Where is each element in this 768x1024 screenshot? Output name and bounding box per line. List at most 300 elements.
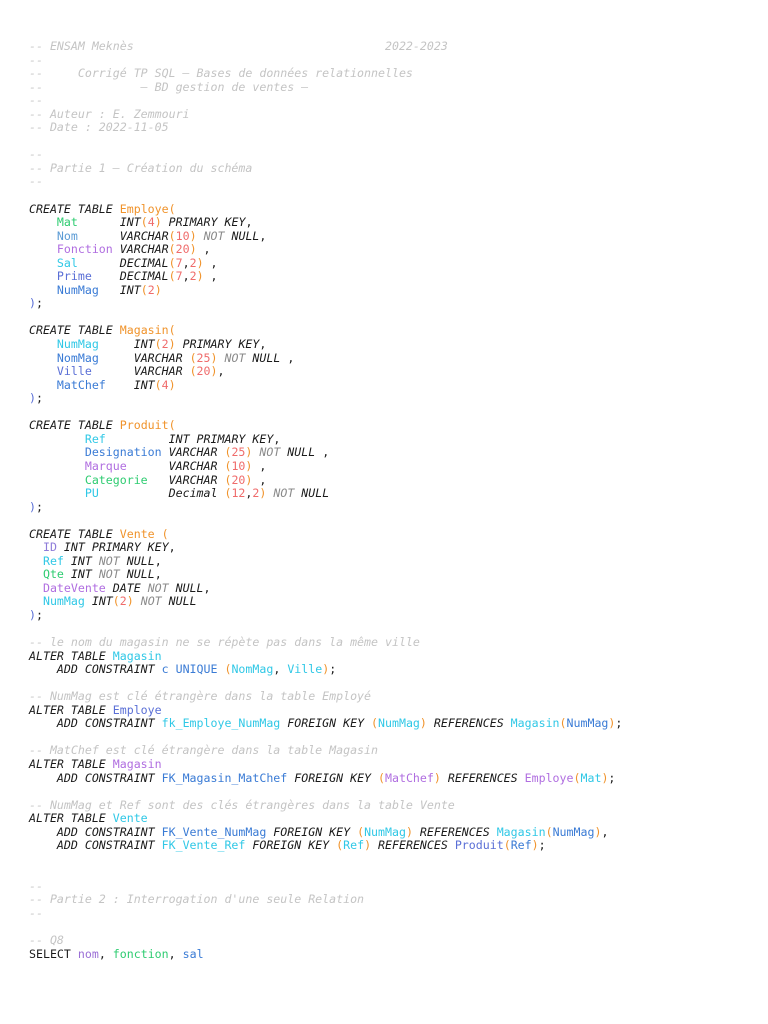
code-token bbox=[29, 554, 43, 568]
code-token: Magasin bbox=[496, 824, 546, 839]
code-token: 12 bbox=[231, 486, 246, 501]
code-token: NOT bbox=[140, 594, 162, 609]
comment-token: -- NumMag est clé étrangère dans la table Employé bbox=[29, 689, 372, 704]
code-line bbox=[29, 40, 622, 54]
code-token: Ville bbox=[287, 662, 323, 677]
code-token: CREATE TABLE bbox=[29, 323, 120, 338]
code-token bbox=[29, 594, 43, 608]
code-line bbox=[29, 582, 622, 596]
code-token: ; bbox=[35, 607, 43, 622]
code-token: Ref bbox=[343, 838, 365, 853]
code-token: Vente bbox=[112, 811, 148, 826]
code-token: NULL bbox=[245, 350, 281, 365]
code-token: Employe bbox=[112, 702, 162, 717]
code-token: ( bbox=[140, 282, 148, 297]
code-token: ALTER TABLE bbox=[29, 756, 113, 771]
code-token: ) bbox=[29, 499, 36, 514]
code-token: 2 bbox=[252, 486, 260, 501]
code-line bbox=[29, 744, 622, 758]
code-token: ; bbox=[538, 838, 546, 853]
code-token: , bbox=[203, 255, 218, 270]
code-token: NumMag bbox=[378, 716, 420, 731]
code-token: ) bbox=[245, 458, 253, 473]
code-token: 4 bbox=[161, 377, 169, 392]
code-token: 2 bbox=[189, 269, 197, 284]
code-token: ( bbox=[168, 201, 176, 216]
code-token bbox=[134, 594, 141, 608]
code-token: , bbox=[273, 662, 288, 677]
code-token bbox=[29, 269, 57, 283]
code-token: ) bbox=[419, 716, 427, 731]
code-line bbox=[29, 785, 622, 799]
code-token: ) bbox=[154, 282, 162, 297]
code-line bbox=[29, 311, 622, 325]
code-token: sal bbox=[182, 946, 204, 961]
code-token: NULL bbox=[119, 567, 155, 582]
code-token: NOT bbox=[224, 350, 246, 365]
code-token bbox=[99, 337, 134, 351]
code-line bbox=[29, 866, 622, 880]
code-token: UNIQUE bbox=[175, 662, 218, 677]
code-line bbox=[29, 297, 622, 311]
code-token bbox=[78, 256, 120, 270]
code-token: FOREIGN KEY bbox=[266, 824, 358, 839]
code-token bbox=[92, 554, 99, 568]
code-token: REFERENCES bbox=[440, 770, 525, 785]
code-token: DECIMAL bbox=[119, 255, 169, 270]
code-token: 2 bbox=[147, 282, 155, 297]
code-token: ) bbox=[245, 445, 253, 460]
code-line bbox=[29, 284, 622, 298]
code-token: FOREIGN KEY bbox=[280, 716, 372, 731]
code-token: ) bbox=[364, 838, 372, 853]
code-token: , bbox=[168, 946, 183, 961]
code-token: VARCHAR bbox=[168, 472, 225, 487]
code-token bbox=[29, 567, 43, 581]
code-token bbox=[29, 473, 85, 487]
code-token: , bbox=[259, 337, 267, 352]
code-token: ) bbox=[322, 662, 330, 677]
code-token: ) bbox=[189, 228, 197, 243]
comment-token: -- Date : 2022-11-05 bbox=[29, 120, 169, 135]
code-token: ) bbox=[168, 337, 176, 352]
code-token: ADD CONSTRAINT bbox=[29, 662, 162, 677]
code-token: ADD CONSTRAINT bbox=[29, 824, 162, 839]
code-token: ALTER TABLE bbox=[29, 702, 113, 717]
code-line bbox=[29, 81, 622, 95]
code-token: , bbox=[168, 540, 176, 555]
code-token bbox=[29, 486, 85, 500]
code-token: ( bbox=[154, 337, 162, 352]
code-token: ; bbox=[35, 391, 43, 406]
code-token: FOREIGN KEY bbox=[287, 770, 379, 785]
code-token: , bbox=[280, 350, 295, 365]
comment-token: -- Corrigé TP SQL – Bases de données relationnelles bbox=[29, 66, 413, 81]
code-token bbox=[99, 351, 134, 365]
code-token: DATE bbox=[105, 580, 141, 595]
comment-token: -- Partie 1 – Création du schéma bbox=[29, 160, 253, 175]
code-token: Vente bbox=[119, 526, 162, 541]
code-token: ) bbox=[210, 350, 218, 365]
code-line bbox=[29, 812, 622, 826]
code-token: c bbox=[161, 662, 169, 677]
code-line bbox=[29, 595, 622, 609]
code-token: , bbox=[182, 269, 190, 284]
code-token: NULL bbox=[168, 580, 204, 595]
code-token: ( bbox=[545, 824, 553, 839]
code-token: Magasin bbox=[112, 756, 162, 771]
code-token: ; bbox=[329, 662, 337, 677]
code-line bbox=[29, 175, 622, 189]
code-token: , bbox=[154, 553, 162, 568]
code-token: , bbox=[252, 458, 267, 473]
code-token: NOT bbox=[98, 567, 120, 582]
code-token: NumMag bbox=[56, 282, 99, 297]
code-token: ) bbox=[189, 242, 197, 257]
code-token: ADD CONSTRAINT bbox=[29, 716, 162, 731]
code-token: MatChef bbox=[385, 770, 434, 785]
code-line bbox=[29, 514, 622, 528]
code-token: REFERENCES bbox=[426, 716, 511, 731]
code-line bbox=[29, 392, 622, 406]
code-token: Ref bbox=[84, 431, 106, 446]
sql-code-listing bbox=[29, 40, 622, 961]
comment-token: -- NumMag et Ref sont des clés étrangères dans la table Vente bbox=[29, 797, 455, 812]
code-line bbox=[29, 54, 622, 68]
code-token: Produit bbox=[119, 418, 169, 433]
comment-token: -- Auteur : E. Zemmouri bbox=[29, 106, 190, 121]
code-token: NOT bbox=[203, 228, 225, 243]
code-token: ) bbox=[210, 364, 218, 379]
code-line bbox=[29, 446, 622, 460]
code-token bbox=[106, 432, 169, 446]
code-token: ( bbox=[371, 716, 379, 731]
code-token bbox=[29, 378, 57, 392]
code-token: , bbox=[245, 486, 253, 501]
code-line bbox=[29, 541, 622, 555]
code-token: ) bbox=[29, 607, 36, 622]
code-line bbox=[29, 257, 622, 271]
code-token: Ref bbox=[42, 553, 64, 568]
code-token: 10 bbox=[175, 228, 190, 243]
code-line bbox=[29, 189, 622, 203]
code-line bbox=[29, 324, 622, 338]
code-line bbox=[29, 921, 622, 935]
comment-token: -- Q8 bbox=[29, 933, 64, 948]
code-token: ) bbox=[531, 838, 539, 853]
code-token: Prime bbox=[56, 269, 92, 284]
code-line bbox=[29, 94, 622, 108]
code-token: INT bbox=[63, 553, 92, 568]
code-line bbox=[29, 270, 622, 284]
code-token: PRIMARY KEY bbox=[161, 215, 246, 230]
code-line bbox=[29, 839, 622, 853]
code-token: Marque bbox=[84, 458, 127, 473]
code-token: fonction bbox=[112, 946, 169, 961]
comment-token: -- Partie 2 : Interrogation d'une seule Relation bbox=[29, 892, 365, 907]
code-token: , bbox=[217, 364, 225, 379]
code-line bbox=[29, 487, 622, 501]
code-token: ) bbox=[154, 215, 162, 230]
code-token: ADD CONSTRAINT bbox=[29, 838, 162, 853]
code-token: Magasin bbox=[510, 716, 560, 731]
code-token bbox=[29, 351, 57, 365]
code-token: VARCHAR bbox=[133, 350, 190, 365]
code-token: INT bbox=[63, 567, 92, 582]
code-token: ( bbox=[154, 377, 162, 392]
code-token: DateVente bbox=[42, 580, 106, 595]
code-token: ( bbox=[189, 364, 197, 379]
code-token: 2 bbox=[161, 337, 169, 352]
code-token: FK_Vente_NumMag bbox=[161, 824, 267, 839]
code-token: DECIMAL bbox=[119, 269, 169, 284]
code-token bbox=[29, 540, 43, 554]
code-token bbox=[29, 256, 57, 270]
code-token: , bbox=[259, 228, 267, 243]
code-token: Magasin bbox=[112, 648, 162, 663]
code-token: ( bbox=[224, 458, 232, 473]
code-line bbox=[29, 121, 622, 135]
code-line bbox=[29, 690, 622, 704]
code-token: PRIMARY KEY bbox=[175, 337, 260, 352]
code-token: NOT bbox=[98, 553, 120, 568]
code-token: , bbox=[154, 567, 162, 582]
code-token bbox=[99, 283, 120, 297]
code-token bbox=[78, 229, 120, 243]
code-token: ( bbox=[168, 228, 176, 243]
code-token: NULL bbox=[294, 486, 330, 501]
code-token: , bbox=[196, 242, 211, 257]
code-token: 2 bbox=[189, 255, 197, 270]
code-token: ( bbox=[168, 255, 176, 270]
comment-token: -- ENSAM Meknès 2022-2023 bbox=[29, 39, 448, 53]
code-token: ) bbox=[259, 486, 267, 501]
code-token bbox=[29, 215, 57, 229]
code-token bbox=[29, 283, 57, 297]
code-token: INT bbox=[133, 377, 155, 392]
code-token: ALTER TABLE bbox=[29, 648, 113, 663]
code-line bbox=[29, 203, 622, 217]
code-line bbox=[29, 907, 622, 921]
code-token: 4 bbox=[147, 215, 155, 230]
code-token: VARCHAR bbox=[119, 242, 169, 257]
code-token bbox=[113, 242, 120, 256]
code-token: NumMag bbox=[42, 594, 85, 609]
code-token: , bbox=[245, 215, 253, 230]
code-line bbox=[29, 460, 622, 474]
code-token bbox=[99, 486, 169, 500]
code-token: VARCHAR bbox=[168, 458, 225, 473]
code-token: 20 bbox=[196, 364, 211, 379]
code-line bbox=[29, 216, 622, 230]
code-line bbox=[29, 67, 622, 81]
code-line bbox=[29, 135, 622, 149]
code-token: ) bbox=[196, 269, 204, 284]
code-token: ALTER TABLE bbox=[29, 811, 113, 826]
code-token: NomMag bbox=[56, 350, 99, 365]
code-token: ( bbox=[224, 486, 232, 501]
code-token: PU bbox=[84, 486, 99, 501]
code-token: Produit bbox=[454, 838, 504, 853]
code-token: NOT bbox=[147, 580, 169, 595]
comment-token: -- bbox=[29, 174, 43, 189]
code-token: Sal bbox=[56, 255, 78, 270]
code-token: ( bbox=[224, 445, 232, 460]
code-line bbox=[29, 555, 622, 569]
code-token bbox=[29, 581, 43, 595]
code-token: Employe bbox=[524, 770, 574, 785]
code-line bbox=[29, 230, 622, 244]
comment-token: -- bbox=[29, 147, 43, 162]
code-token: NOT bbox=[273, 486, 295, 501]
code-line bbox=[29, 568, 622, 582]
code-token: REFERENCES bbox=[412, 824, 497, 839]
code-token: INT bbox=[84, 594, 113, 609]
code-token: ( bbox=[168, 418, 176, 433]
code-line bbox=[29, 731, 622, 745]
code-token: ; bbox=[35, 499, 43, 514]
code-token: ( bbox=[378, 770, 385, 785]
code-token: INT bbox=[119, 282, 141, 297]
code-token: ( bbox=[112, 594, 120, 609]
code-token: Fonction bbox=[56, 242, 113, 257]
code-token bbox=[197, 229, 204, 243]
code-line bbox=[29, 365, 622, 379]
code-line bbox=[29, 772, 622, 786]
code-token: ) bbox=[29, 296, 36, 311]
code-token: , bbox=[98, 946, 113, 961]
comment-token: -- bbox=[29, 52, 43, 67]
code-token: Mat bbox=[56, 215, 78, 230]
code-token: ( bbox=[161, 526, 169, 541]
code-token: 7 bbox=[175, 269, 183, 284]
code-token: MatChef bbox=[56, 377, 106, 392]
code-token: Categorie bbox=[84, 472, 148, 487]
code-token: nom bbox=[77, 946, 99, 961]
code-token: Ref bbox=[510, 838, 532, 853]
code-token: ; bbox=[35, 296, 43, 311]
code-token: CREATE TABLE bbox=[29, 526, 120, 541]
code-line bbox=[29, 893, 622, 907]
code-token: , bbox=[315, 445, 330, 460]
code-token: ( bbox=[336, 838, 344, 853]
code-token: INT bbox=[119, 215, 141, 230]
code-line bbox=[29, 338, 622, 352]
code-token: Mat bbox=[580, 770, 602, 785]
code-token bbox=[29, 445, 85, 459]
code-token bbox=[162, 445, 169, 459]
code-token: NULL bbox=[224, 228, 260, 243]
comment-token: -- bbox=[29, 906, 43, 920]
code-line bbox=[29, 934, 622, 948]
comment-token: -- – BD gestion de ventes – bbox=[29, 79, 309, 94]
code-line bbox=[29, 528, 622, 542]
code-token: CREATE TABLE bbox=[29, 201, 120, 216]
code-token: ) bbox=[608, 716, 616, 731]
code-token: ( bbox=[224, 662, 232, 677]
code-token bbox=[29, 337, 57, 351]
code-line bbox=[29, 162, 622, 176]
code-token: INT bbox=[133, 337, 155, 352]
code-token: Employe bbox=[119, 201, 169, 216]
code-token: Magasin bbox=[119, 323, 169, 338]
code-token: INT PRIMARY KEY bbox=[168, 431, 274, 446]
code-token: , bbox=[203, 580, 211, 595]
code-line bbox=[29, 406, 622, 420]
code-token: ADD CONSTRAINT bbox=[29, 770, 162, 785]
code-token: , bbox=[252, 472, 267, 487]
code-line bbox=[29, 419, 622, 433]
code-token: 20 bbox=[175, 242, 190, 257]
code-token bbox=[148, 473, 169, 487]
code-line bbox=[29, 826, 622, 840]
code-token: ( bbox=[168, 269, 176, 284]
code-line bbox=[29, 433, 622, 447]
code-line bbox=[29, 623, 622, 637]
code-token bbox=[29, 432, 85, 446]
code-token: ( bbox=[357, 824, 365, 839]
code-token: Qte bbox=[42, 567, 64, 582]
code-token: ( bbox=[559, 716, 567, 731]
code-token: , bbox=[203, 269, 218, 284]
code-token: Decimal bbox=[168, 486, 225, 501]
code-token: ( bbox=[573, 770, 581, 785]
code-token: ) bbox=[594, 824, 602, 839]
comment-token: -- bbox=[29, 93, 43, 108]
code-token: VARCHAR bbox=[168, 445, 225, 460]
code-line bbox=[29, 609, 622, 623]
code-line bbox=[29, 663, 622, 677]
code-token bbox=[29, 229, 57, 243]
code-token bbox=[29, 364, 57, 378]
code-token bbox=[78, 215, 120, 229]
code-token: REFERENCES bbox=[371, 838, 455, 853]
code-token: 25 bbox=[231, 445, 246, 460]
code-line bbox=[29, 474, 622, 488]
code-token: ( bbox=[503, 838, 511, 853]
code-token bbox=[92, 269, 120, 283]
code-token: , bbox=[182, 255, 190, 270]
code-token: ; bbox=[608, 770, 616, 785]
code-token: , bbox=[273, 431, 281, 446]
code-line bbox=[29, 677, 622, 691]
code-token: Ville bbox=[56, 364, 92, 379]
code-line bbox=[29, 636, 622, 650]
code-token: VARCHAR bbox=[119, 228, 169, 243]
code-token: ) bbox=[601, 770, 609, 785]
code-line bbox=[29, 717, 622, 731]
code-token: NULL bbox=[119, 553, 155, 568]
code-token: NOT bbox=[259, 445, 281, 460]
comment-token: -- le nom du magasin ne se répète pas dans la même ville bbox=[29, 635, 420, 650]
code-token: SELECT bbox=[29, 946, 78, 961]
code-token bbox=[169, 662, 176, 676]
code-token: ( bbox=[168, 323, 176, 338]
code-token: ( bbox=[189, 350, 197, 365]
code-token: ( bbox=[140, 215, 148, 230]
code-token: ) bbox=[433, 770, 441, 785]
code-token: ; bbox=[615, 716, 623, 731]
code-token bbox=[92, 567, 99, 581]
code-token: 25 bbox=[196, 350, 211, 365]
code-token: ( bbox=[168, 242, 176, 257]
code-token: 2 bbox=[119, 594, 127, 609]
code-token: 10 bbox=[231, 458, 246, 473]
code-token: ) bbox=[126, 594, 134, 609]
code-token bbox=[106, 378, 134, 392]
code-token: Nom bbox=[56, 228, 78, 243]
code-line bbox=[29, 148, 622, 162]
